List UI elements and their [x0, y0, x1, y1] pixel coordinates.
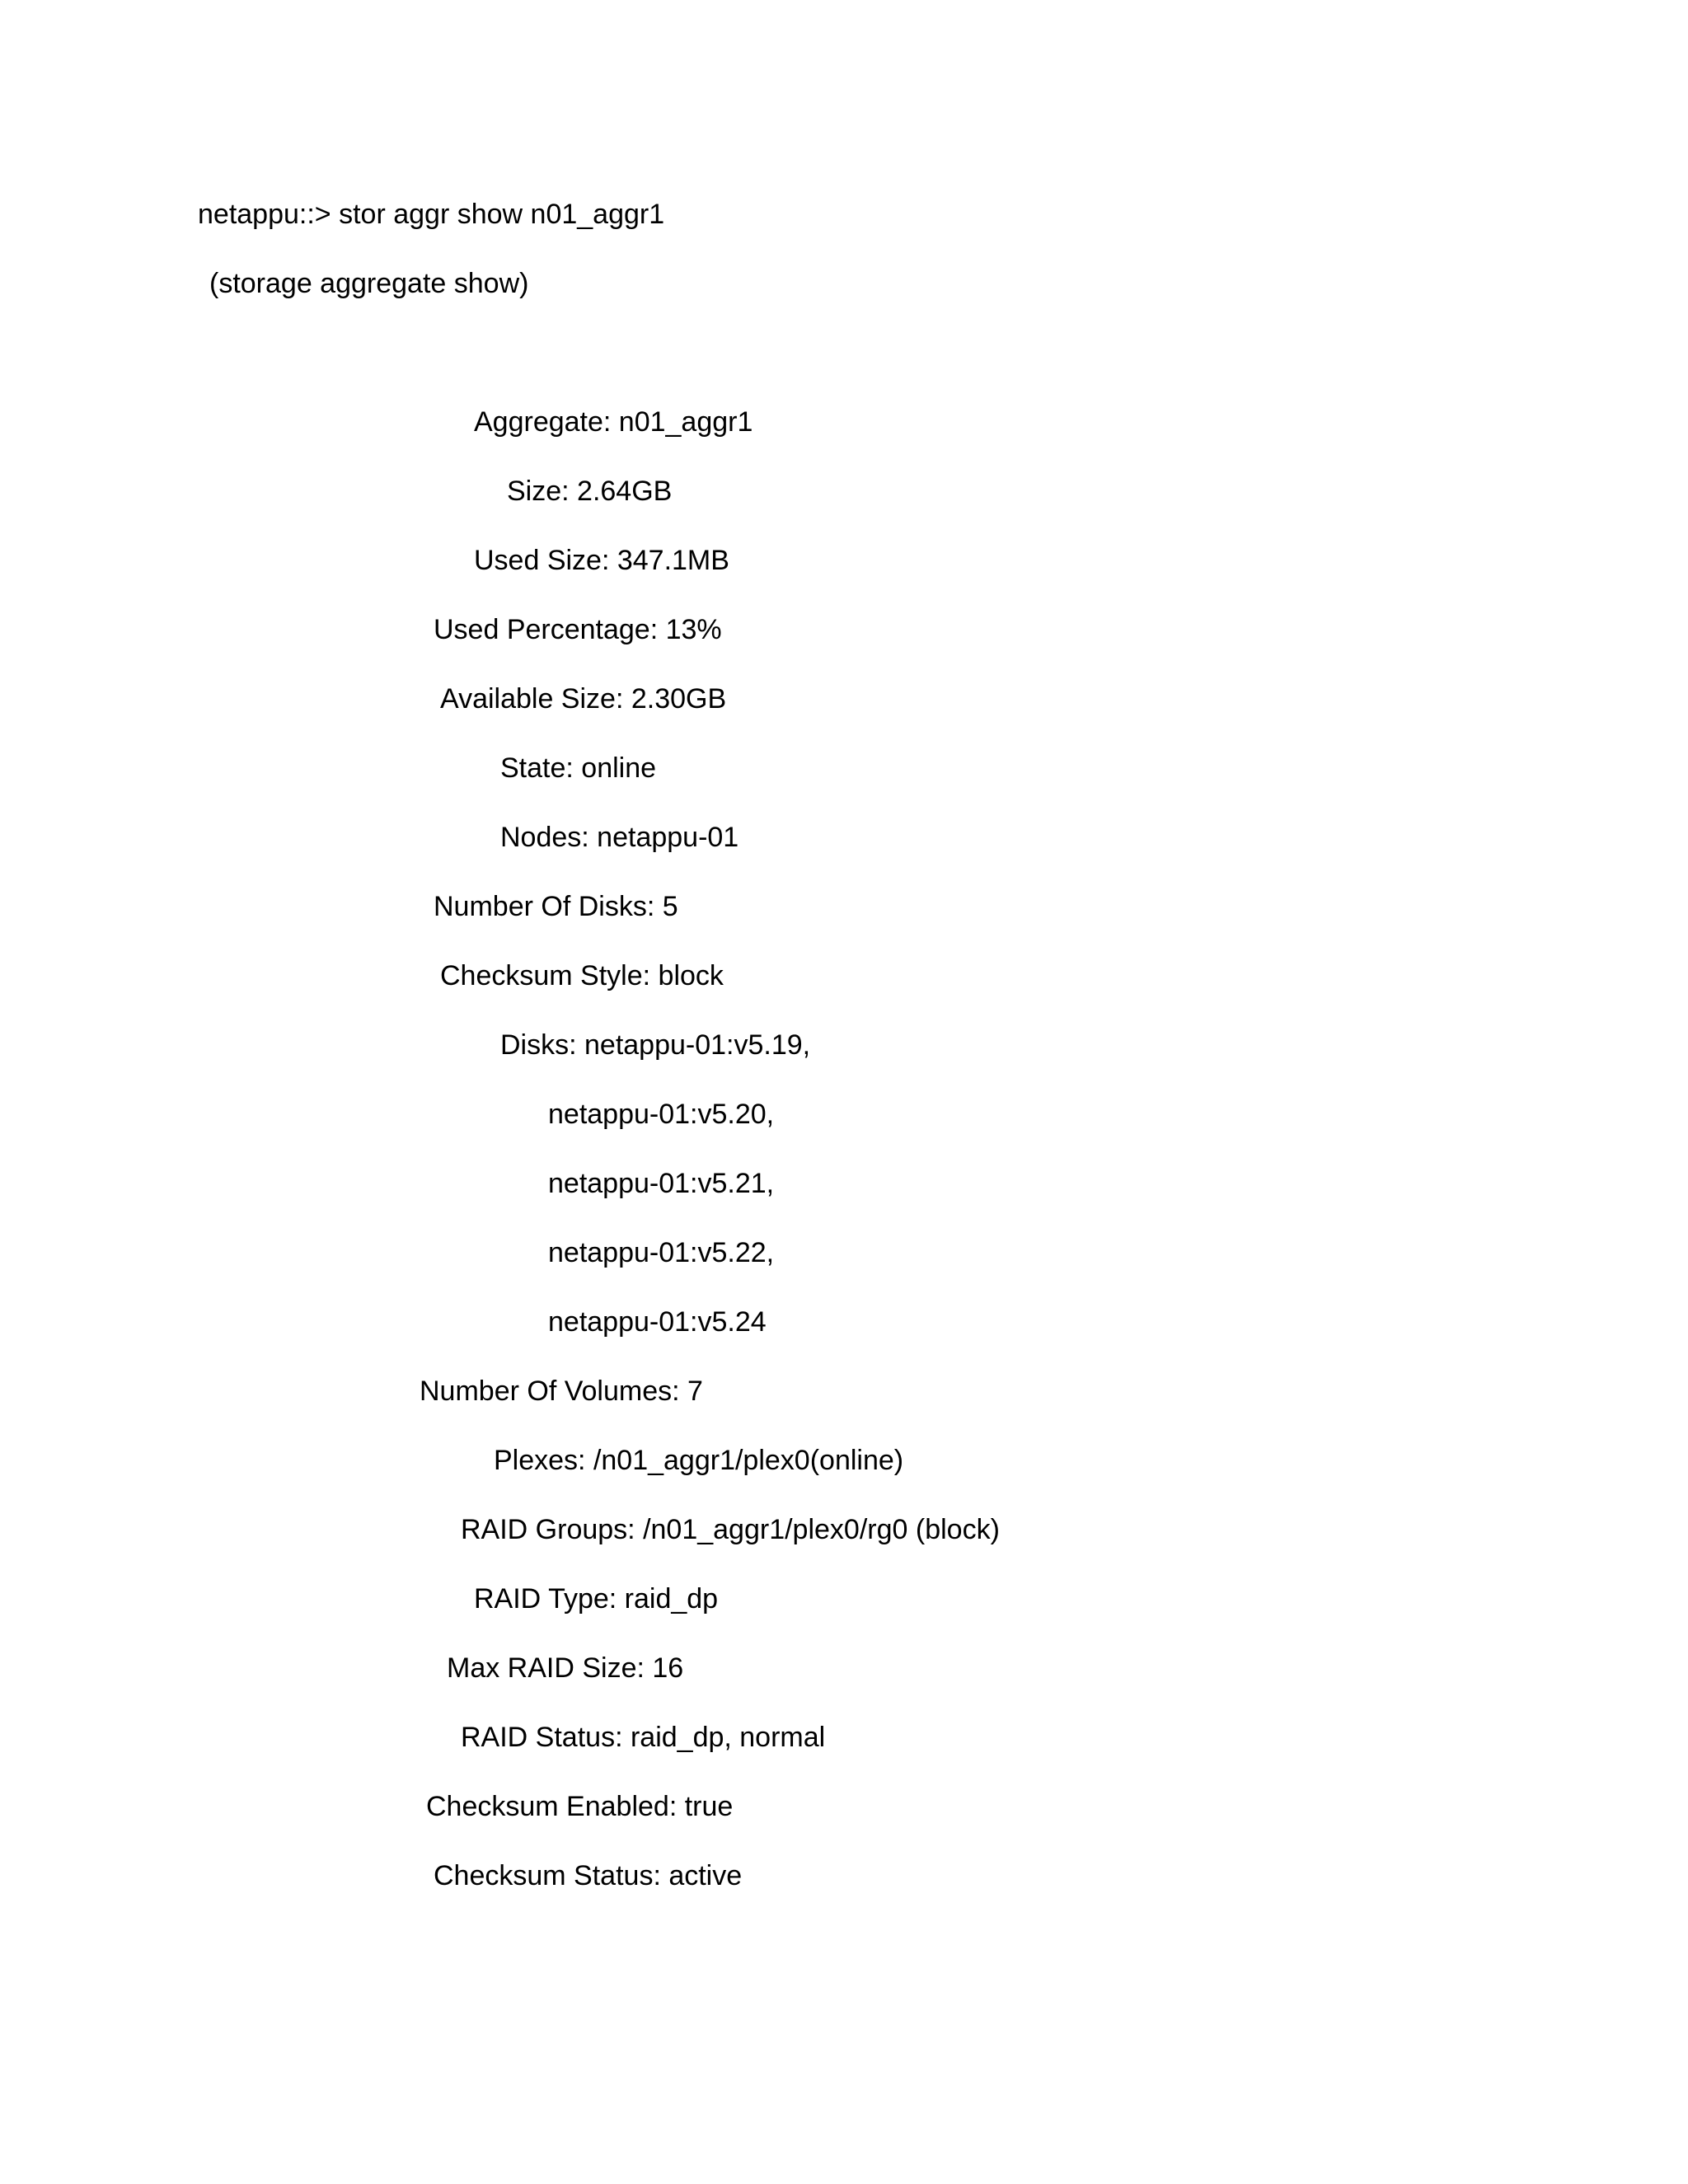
field-disk-5: netappu-01:v5.24 [548, 1306, 767, 1338]
field-number-of-volumes: Number Of Volumes: 7 [420, 1376, 703, 1407]
field-used-percentage: Used Percentage: 13% [434, 614, 722, 645]
field-state: State: online [500, 752, 657, 784]
field-raid-type: RAID Type: raid_dp [474, 1583, 719, 1615]
field-checksum-style: Checksum Style: block [440, 960, 724, 991]
field-plexes: Plexes: /n01_aggr1/plex0(online) [494, 1445, 904, 1476]
field-checksum-enabled: Checksum Enabled: true [426, 1791, 734, 1822]
field-disk-2: netappu-01:v5.20, [548, 1099, 775, 1130]
field-checksum-status: Checksum Status: active [434, 1860, 743, 1891]
field-size: Size: 2.64GB [507, 476, 673, 507]
field-raid-groups: RAID Groups: /n01_aggr1/plex0/rg0 (block) [461, 1514, 1000, 1545]
command-expanded: (storage aggregate show) [209, 268, 529, 299]
command-prompt: netappu::> stor aggr show n01_aggr1 [198, 199, 665, 230]
field-number-of-disks: Number Of Disks: 5 [434, 891, 678, 922]
field-raid-status: RAID Status: raid_dp, normal [461, 1722, 826, 1753]
field-disks: Disks: netappu-01:v5.19, [500, 1029, 811, 1061]
field-aggregate: Aggregate: n01_aggr1 [474, 406, 753, 438]
field-disk-4: netappu-01:v5.22, [548, 1237, 775, 1268]
field-max-raid-size: Max RAID Size: 16 [447, 1652, 684, 1684]
field-nodes: Nodes: netappu-01 [500, 822, 739, 853]
field-disk-3: netappu-01:v5.21, [548, 1168, 775, 1199]
field-available-size: Available Size: 2.30GB [440, 683, 727, 715]
field-used-size: Used Size: 347.1MB [474, 545, 729, 576]
